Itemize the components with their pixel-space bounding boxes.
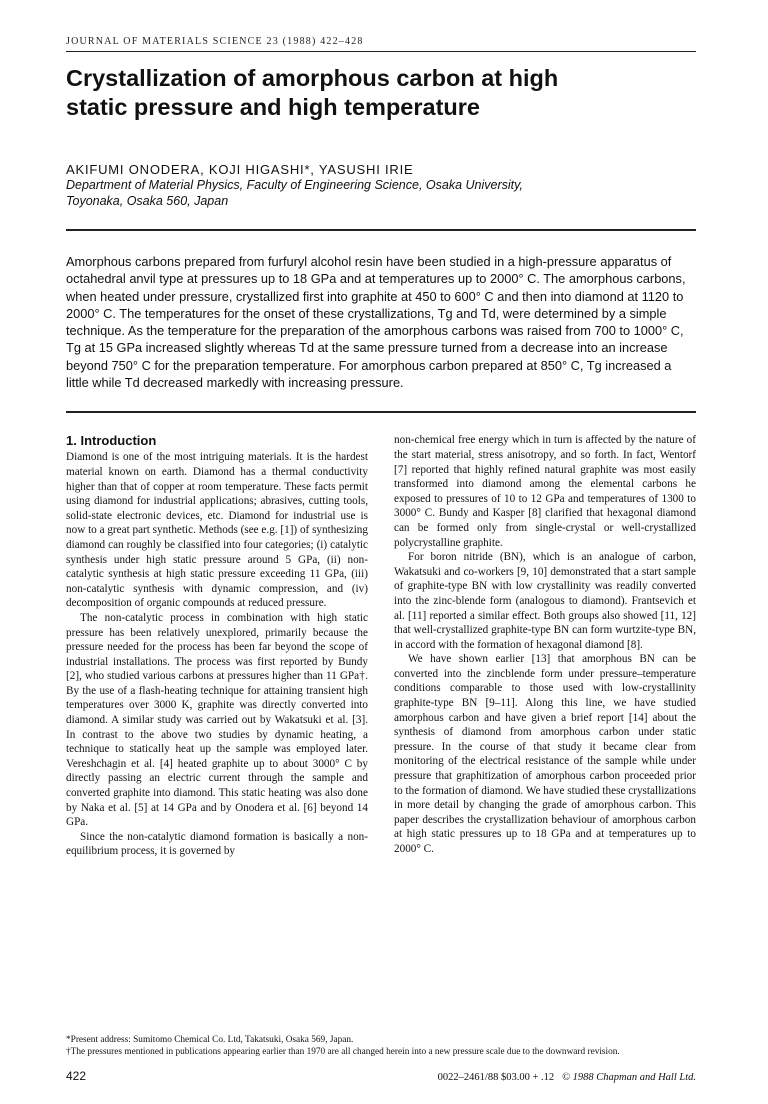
author-list: AKIFUMI ONODERA, KOJI HIGASHI*, YASUSHI IRIE <box>66 162 414 177</box>
body-paragraph: Diamond is one of the most intriguing materials. It is the hardest material known on earth. Diamond has a thermal conductivity higher than that of copper at room temperature. These facts permit using diamond for industrial applications; abrasives, cutting tools, solid-state electronic devices, etc. Diamond for industrial use is now to a great part synthetic. Methods (see e.g. [1]) of synthesizing diamond can roughly be classified into four categories; (i) catalytic synthesis under high static pressure around 5 GPa, (ii) non-catalytic synthesis at high static pressure exceeding 11 GPa, (iii) non-catalytic synthesis with dynamic compression, and (iv) decomposition of organic compounds at reduced pressure. <box>66 451 368 610</box>
body-paragraph: Since the non-catalytic diamond formation is basically a non-equilibrium process, it is governed by <box>66 830 368 858</box>
right-column <box>394 433 696 859</box>
price-and-copyright <box>438 1072 696 1083</box>
body-paragraph: non-chemical free energy which in turn is affected by the nature of the start material, stress anisotropy, and so forth. In fact, Wentorf [7] reported that highly refined natural graphite was most easily transformed into diamond among the elemental carbons he exposed to pressures of 10 to 12 GPa and temperatures of 1300 to 3000° C. Bundy and Kasper [8] clarified that hexagonal diamond can be formed only from single-crystal or well-crystallized polycrystalline graphite. <box>394 434 696 549</box>
footnote-pressure-scale: †The pressures mentioned in publications appearing earlier than 1970 are all changed herein into a new pressure scale due to the downward revision. <box>66 1047 620 1058</box>
body-columns <box>66 433 696 859</box>
body-paragraph: For boron nitride (BN), which is an analogue of carbon, Wakatsuki and co-workers [9, 10] demonstrated that a start sample of graphite-type BN with low crystallinity was readily converted into the zinc-blende form (analogous to diamond). Frantsevich et al. [11] reported a similar effect. Both groups also showed [11, 12] that well-crystallized graphite-type BN can form wurtzite-type BN, in accord with the formation of hexagonal diamond [8]. <box>394 551 696 651</box>
page-number: 422 <box>66 1069 87 1083</box>
paper-page <box>66 36 696 1086</box>
copyright-notice: © 1988 Chapman and Hall Ltd. <box>562 1072 696 1083</box>
left-column <box>66 433 368 859</box>
abstract-bottom-rule <box>66 411 696 413</box>
abstract: Amorphous carbons prepared from furfuryl alcohol resin have been studied in a high-pressure apparatus of octahedral anvil type at pressures up to 18 GPa and at temperatures up to 2000° C. The amorphous carbons, when heated under pressure, crystallized first into graphite at 450 to 600° C and then into diamond at 1120 to 2000° C. The temperatures for the onset of these crystallizations, Tg and Td, were determined by a simple technique. As the temperature for the preparation of the amorphous carbons was raised from 700 to 1000° C, Tg at 15 GPa increased slightly whereas Td at the same pressure turned from a decrease into an increase beyond 750° C for the preparation temperature. For amorphous carbon prepared at 850° C, Tg increased a little while Td decreased markedly with increasing pressure. <box>66 254 686 391</box>
affiliation-line-2: Toyonaka, Osaka 560, Japan <box>66 193 229 208</box>
article-price-code: 0022–2461/88 $03.00 + .12 <box>437 1072 555 1083</box>
footnote-present-address: *Present address: Sumitomo Chemical Co. Ltd, Takatsuki, Osaka 569, Japan. <box>66 1035 354 1045</box>
title-line-1: Crystallization of amorphous carbon at high <box>66 65 559 91</box>
header-rule <box>66 51 696 52</box>
affiliation <box>66 178 696 209</box>
body-paragraph: We have shown earlier [13] that amorphous BN can be converted into the zincblende form under pressure–temperature conditions comparable to those used with low-crystallinity graphite-type BN [9–11]. Along this line, we have studied amorphous carbon and have given a brief report [14] about the synthesis of diamond from amorphous carbon under static pressure. In the course of that study it became clear from monitoring of the electrical resistance of the sample while under pressure that graphitization of amorphous carbon proceeded prior to the formation of diamond. We have studied these crystallizations in more detail by changing the grade of amorphous carbon. This paper describes the crystallization behaviour of amorphous carbon at high static pressures up to 18 GPa and at temperatures up to 2000° C. <box>394 653 696 855</box>
article-title <box>66 64 696 122</box>
affiliation-line-1: Department of Material Physics, Faculty of Engineering Science, Osaka University, <box>66 178 523 192</box>
page-footer <box>66 1069 696 1083</box>
body-paragraph: The non-catalytic process in combination with high static pressure has been relatively unexplored, primarily because the pressure needed for the process has been far beyond the scope of industrial installations. The process was first reported by Bundy [2], who studied various carbons at pressures higher than 11 GPa†. By the use of a flash-heating technique for attaining transient high temperatures over 3000 K, graphite was directly converted into diamond. A similar study was carried out by Wakatsuki et al. [3]. In contrast to the above two studies by dynamic heating, a technique to statically heat up the sample was employed later. Vereshchagin et al. [4] heated graphite up to about 3000° C by directly passing an electric current through the sample and converted graphite into diamond. This static heating was also done by Naka et al. [5] at 14 GPa and by Onodera et al. [6] beyond 14 GPa. <box>66 611 368 829</box>
footnotes <box>66 1034 696 1058</box>
title-line-2: static pressure and high temperature <box>66 94 480 120</box>
section-heading-introduction: 1. Introduction <box>66 433 157 449</box>
abstract-top-rule <box>66 229 696 231</box>
journal-header: JOURNAL OF MATERIALS SCIENCE 23 (1988) 422–428 <box>66 36 364 47</box>
